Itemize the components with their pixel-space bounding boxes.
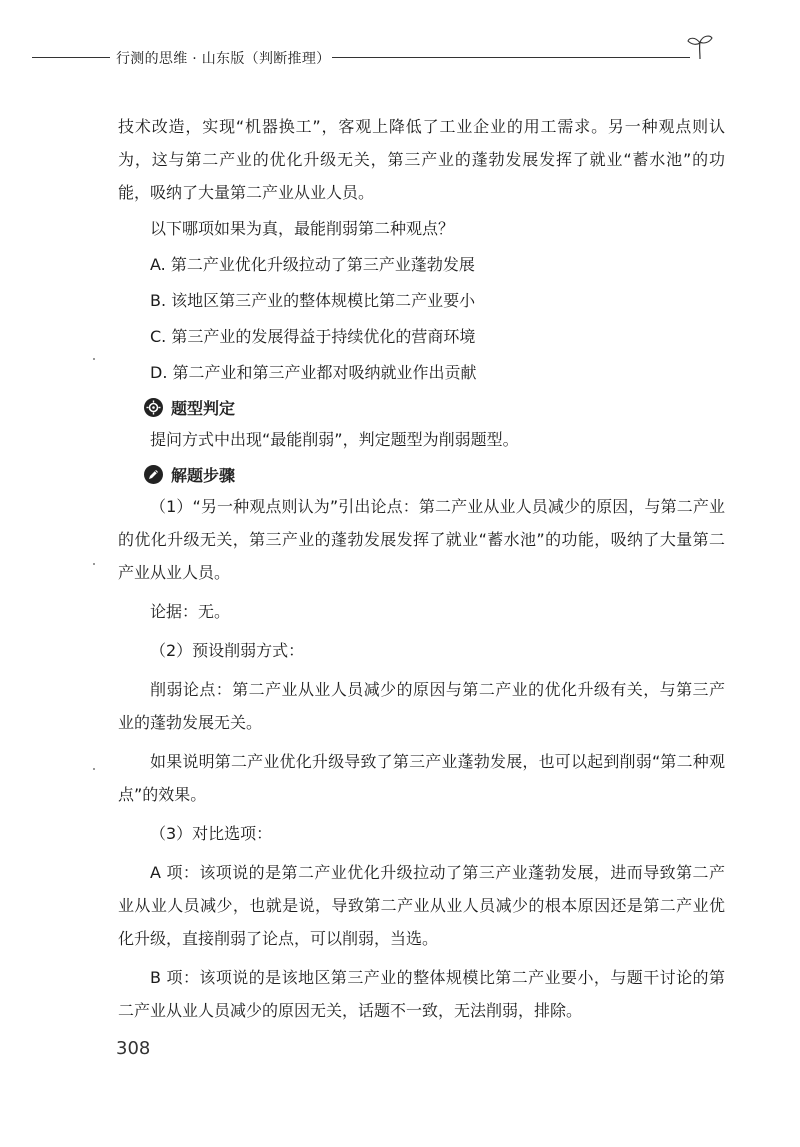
question-stem: 以下哪项如果为真，最能削弱第二种观点？ — [150, 219, 455, 238]
gear-badge-icon — [144, 398, 163, 417]
step-1-text: （1）“另一种观点则认为”引出论点：第二产业从业人员减少的原因，与第二产业的优化升级无关，第三产业的蓬勃发展发挥了就业“蓄水池”的功能，吸纳了大量第二产业从业人员。 — [118, 497, 725, 582]
section-heading-question-type — [118, 391, 725, 423]
header-rule-right — [332, 57, 690, 58]
option-b: B. 该地区第三产业的整体规模比第二产业要小 — [150, 291, 476, 310]
option-a-analysis: A 项：该项说的是第二产业优化升级拉动了第三产业蓬勃发展，进而导致第二产业从业人员减少，也就是说，导致第二产业从业人员减少的根本原因还是第二产业优化升级，直接削弱了论点，可以削弱，当选。 — [118, 863, 725, 948]
page-number: 308 — [116, 1038, 151, 1059]
intro-paragraph: 技术改造，实现“机器换工”，客观上降低了工业企业的用工需求。另一种观点则认为，这与第二产业的优化升级无关，第三产业的蓬勃发展发挥了就业“蓄水池”的功能，吸纳了大量第二产业从业人员。 — [118, 117, 725, 202]
scan-speck — [93, 358, 95, 360]
step-3-text: （3）对比选项： — [150, 824, 273, 843]
header-rule-left — [32, 57, 110, 58]
option-c: C. 第三产业的发展得益于持续优化的营商环境 — [150, 327, 476, 346]
question-type-text: 提问方式中出现“最能削弱”，判定题型为削弱题型。 — [150, 430, 519, 449]
scan-speck — [93, 563, 95, 565]
weaken-argument-text: 削弱论点：第二产业从业人员减少的原因与第二产业的优化升级有关，与第三产业的蓬勃发展无关。 — [118, 680, 725, 732]
option-d: D. 第二产业和第三产业都对吸纳就业作出贡献 — [150, 363, 477, 382]
option-b-analysis: B 项：该项说的是该地区第三产业的整体规模比第二产业要小，与题干讨论的第二产业从业人员减少的原因无关，话题不一致，无法削弱，排除。 — [118, 968, 725, 1020]
pencil-badge-icon — [144, 465, 163, 484]
section-title: 题型判定 — [171, 398, 236, 418]
running-header-title: 行测的思维 · 山东版（判断推理） — [116, 51, 331, 67]
explanation-text: 如果说明第二产业优化升级导致了第三产业蓬勃发展，也可以起到削弱“第二种观点”的效果。 — [118, 752, 725, 804]
page-content — [118, 110, 725, 1027]
section-title: 解题步骤 — [171, 465, 236, 485]
sprout-icon — [686, 34, 714, 60]
option-a: A. 第二产业优化升级拉动了第三产业蓬勃发展 — [150, 255, 475, 274]
step-2-text: （2）预设削弱方式： — [150, 641, 305, 660]
scan-speck — [93, 768, 95, 770]
evidence-text: 论据：无。 — [150, 602, 231, 621]
section-heading-solution-steps — [118, 458, 725, 490]
